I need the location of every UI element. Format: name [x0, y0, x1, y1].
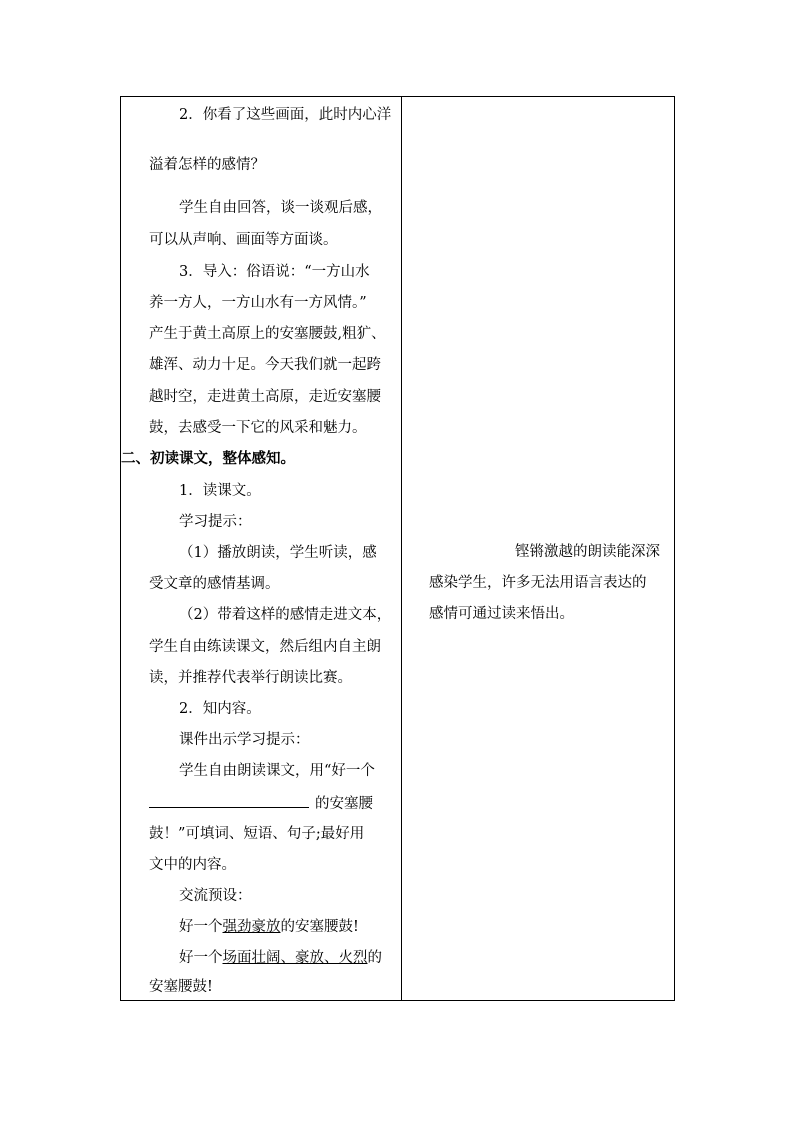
courseware-line: 课件出示学习提示：: [179, 732, 310, 748]
fill-in-blank: [149, 792, 309, 808]
tip2-line1: （2）带着这样的感情走进文本，: [179, 607, 392, 623]
tips-label: 学习提示：: [179, 514, 252, 530]
answer-line2: 可以从声响、画面等方面谈。: [149, 232, 338, 248]
note-line3: 感情可通过读来悟出。: [429, 606, 574, 622]
preset2-suffix: 的: [367, 950, 382, 966]
preset2-line2: 安塞腰鼓!: [149, 979, 213, 995]
note-line2: 感染学生，许多无法用语言表达的: [429, 575, 647, 591]
preset1-underlined: 强劲豪放: [222, 919, 281, 935]
free-read-line2-text: 的安塞腰: [315, 796, 373, 812]
tip1-line2: 受文章的感情基调。: [149, 576, 280, 592]
section2-heading: 二、初读课文，整体感知。: [121, 450, 295, 467]
item3-line1: 3．导入：俗语说：“一方山水: [179, 264, 370, 280]
preset1-suffix: 的安塞腰鼓!: [280, 919, 359, 935]
free-read-line2: [149, 792, 373, 814]
column-divider: [401, 97, 402, 1000]
content-item: 2．知内容。: [179, 701, 261, 717]
tip2-line2: 学生自由练读课文，然后组内自主朗: [149, 639, 381, 655]
free-read-line3: 鼓！”可填词、短语、句子;最好用: [149, 826, 365, 842]
item3-line6: 鼓，去感受一下它的风采和魅力。: [149, 420, 367, 436]
item3-line4: 雄浑、动力十足。今天我们就一起跨: [149, 357, 381, 373]
item3-line5: 越时空，走进黄土高原，走近安塞腰: [149, 389, 381, 405]
item2-line2: 溢着怎样的感情？: [149, 157, 265, 173]
item3-line3: 产生于黄土高原上的安塞腰鼓,粗犷、: [149, 326, 386, 342]
item2-line1: 2．你看了这些画面，此时内心洋: [179, 107, 392, 123]
preset2-line: [179, 948, 382, 968]
preset1-line: [179, 917, 359, 937]
note-line1: 铿锵激越的朗读能深深: [515, 544, 660, 560]
lesson-table: [120, 96, 675, 1001]
preset2-underlined: 场面壮阔、豪放、火烈: [222, 950, 368, 966]
preset-label: 交流预设：: [179, 888, 252, 904]
read-item: 1．读课文。: [179, 483, 261, 499]
free-read-line1: 学生自由朗读课文，用“好一个: [179, 763, 375, 779]
answer-line1: 学生自由回答，谈一谈观后感，: [179, 200, 382, 216]
tip1-line1: （1）播放朗读，学生听读，感: [179, 545, 377, 561]
preset1-prefix: 好一个: [179, 919, 223, 935]
item3-line2: 养一方人，一方山水有一方风情。”: [149, 295, 367, 311]
free-read-line4: 文中的内容。: [149, 857, 236, 873]
tip2-line3: 读，并推荐代表举行朗读比赛。: [149, 670, 352, 686]
preset2-prefix: 好一个: [179, 950, 223, 966]
